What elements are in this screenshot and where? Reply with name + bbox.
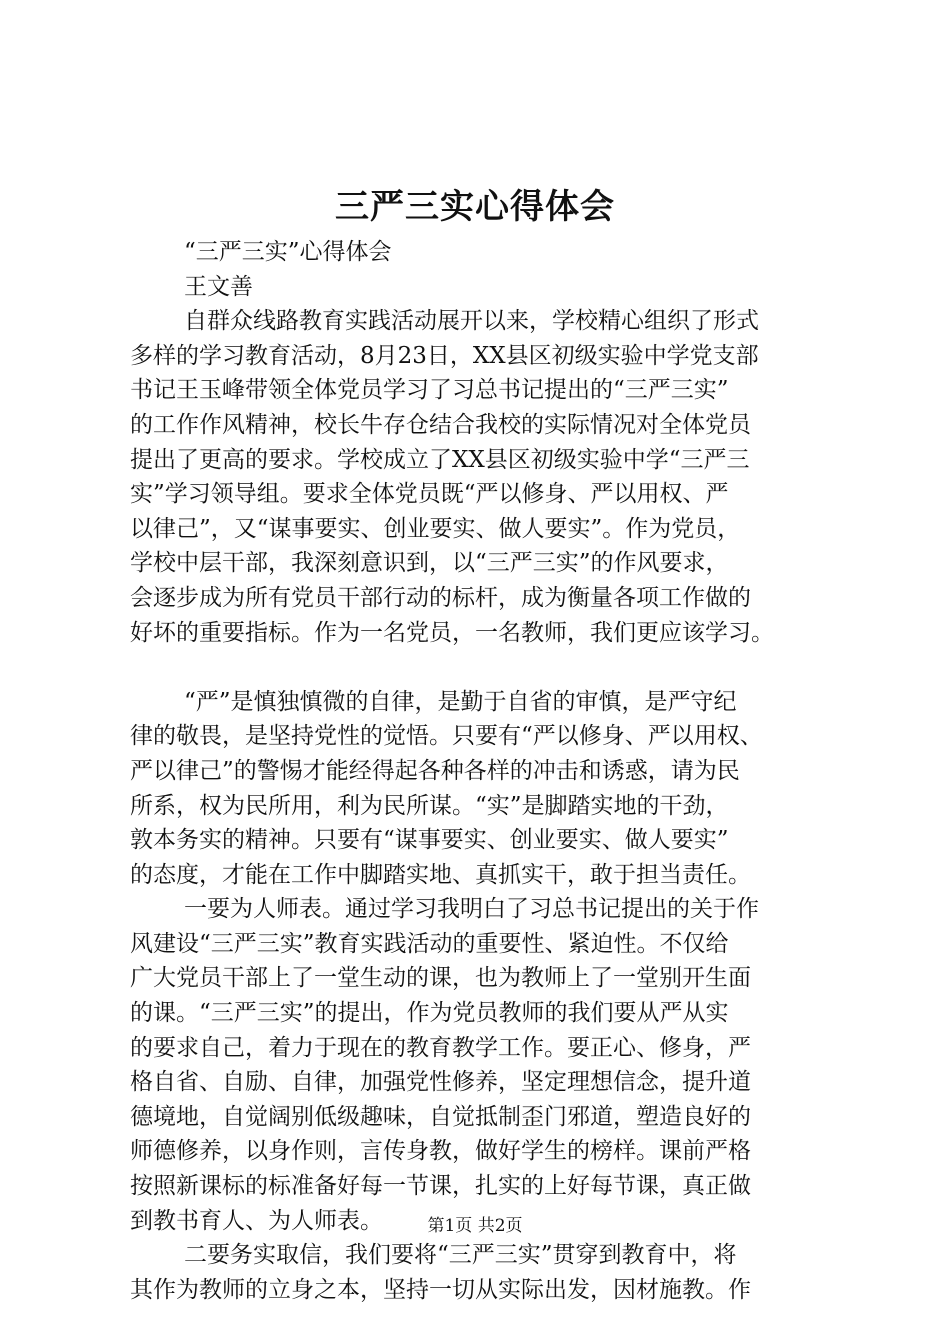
document-body [130, 235, 836, 1307]
document-author: 王文善 [184, 273, 253, 300]
body-line: 师德修养，以身作则，言传身教，做好学生的榜样。课前严格 [130, 1138, 751, 1165]
body-line: 好坏的重要指标。作为一名党员，一名教师，我们更应该学习。 [130, 619, 774, 646]
page-footer: 第1页 共2页 [427, 1216, 523, 1236]
body-line: “严”是慎独慎微的自律，是勤于自省的审慎，是严守纪 [184, 688, 737, 715]
body-line: 的工作作风精神，校长牛存仓结合我校的实际情况对全体党员 [130, 411, 751, 438]
document-subtitle: “三严三实”心得体会 [184, 239, 392, 265]
page-title: 三严三实心得体会 [335, 187, 615, 227]
body-line: 敦本务实的精神。只要有“谋事要实、创业要实、做人要实” [130, 827, 729, 854]
body-line: 多样的学习教育活动，8月23日，XX县区初级实验中学党支部 [130, 342, 759, 369]
body-line: 一要为人师表。通过学习我明白了习总书记提出的关于作 [184, 896, 759, 923]
body-line: 格自省、自励、自律，加强党性修养，坚定理想信念，提升道 [130, 1069, 751, 1096]
body-line: 会逐步成为所有党员干部行动的标杆，成为衡量各项工作做的 [130, 584, 751, 611]
body-line: 二要务实取信，我们要将“三严三实”贯穿到教育中，将 [184, 1242, 737, 1269]
body-line: 所系，权为民所用，利为民所谋。“实”是脚踏实地的干劲， [130, 792, 729, 819]
body-line: 其作为教师的立身之本，坚持一切从实际出发，因材施教。作 [130, 1276, 751, 1303]
body-line: 书记王玉峰带领全体党员学习了习总书记提出的“三严三实” [130, 377, 729, 404]
blank-line [130, 650, 836, 685]
body-line: 的态度，才能在工作中脚踏实地、真抓实干，敢于担当责任。 [130, 861, 751, 888]
body-line: 到教书育人、为人师表。 [130, 1207, 383, 1234]
body-line: 按照新课标的标准备好每一节课，扎实的上好每节课，真正做 [130, 1173, 751, 1200]
body-line: 实”学习领导组。要求全体党员既“严以修身、严以用权、严 [130, 481, 729, 508]
body-line: 以律己”，又“谋事要实、创业要实、做人要实”。作为党员， [130, 515, 741, 542]
body-line: 风建设“三严三实”教育实践活动的重要性、紧迫性。不仅给 [130, 930, 729, 957]
body-line: 广大党员干部上了一堂生动的课，也为教师上了一堂别开生面 [130, 965, 751, 992]
body-line: 提出了更高的要求。学校成立了XX县区初级实验中学“三严三 [130, 446, 750, 473]
body-line: 的要求自己，着力于现在的教育教学工作。要正心、修身，严 [130, 1034, 751, 1061]
body-line: 的课。“三严三实”的提出，作为党员教师的我们要从严从实 [130, 1000, 729, 1027]
body-line: 律的敬畏，是坚持党性的觉悟。只要有“严以修身、严以用权、 [130, 723, 763, 750]
body-line: 学校中层干部，我深刻意识到，以“三严三实”的作风要求， [130, 550, 729, 577]
body-lines [130, 304, 836, 1307]
body-line: 自群众线路教育实践活动展开以来，学校精心组织了形式 [184, 308, 759, 335]
body-line: 严以律己”的警惕才能经得起各种各样的冲击和诱惑，请为民 [130, 757, 740, 784]
body-line: 德境地，自觉阔别低级趣味，自觉抵制歪门邪道，塑造良好的 [130, 1103, 751, 1130]
